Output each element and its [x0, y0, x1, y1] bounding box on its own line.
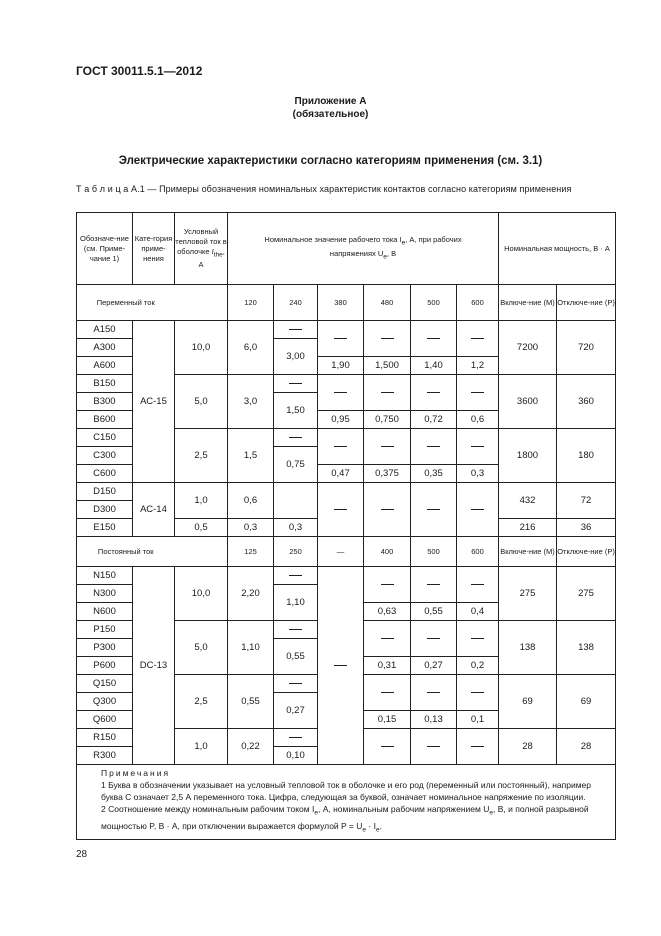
designation-cell: R150 — [77, 729, 133, 747]
power-off-cell: 720 — [557, 321, 616, 375]
dash-cell — [457, 321, 499, 357]
designation-cell: N300 — [77, 585, 133, 603]
ac-voltage: 500 — [411, 285, 457, 321]
current-cell: 1,2 — [457, 357, 499, 375]
designation-cell: B600 — [77, 411, 133, 429]
thermal-current-cell: 0,5 — [175, 519, 228, 537]
current-cell: 2,20 — [228, 567, 274, 621]
designation-cell: C600 — [77, 465, 133, 483]
current-cell: 0,55 — [228, 675, 274, 729]
dash-cell — [411, 567, 457, 603]
current-cell: 1,10 — [274, 585, 318, 621]
dash-cell — [457, 567, 499, 603]
designation-cell: A150 — [77, 321, 133, 339]
table-notes — [77, 765, 616, 840]
dash-cell — [457, 429, 499, 465]
dash-cell — [457, 375, 499, 411]
power-on-cell: 3600 — [499, 375, 557, 429]
power-off-cell: 360 — [557, 375, 616, 429]
dash-cell — [364, 375, 411, 411]
col-category-header: Кате-гория приме-нения — [133, 213, 175, 285]
dc-voltage: 400 — [364, 537, 411, 567]
current-cell: 0,4 — [457, 603, 499, 621]
appendix-title: Приложение А — [294, 96, 367, 107]
current-cell: 0,27 — [274, 693, 318, 729]
dash-cell — [318, 429, 364, 465]
dash-cell — [457, 621, 499, 657]
dash-cell — [364, 729, 411, 765]
dash-cell — [411, 729, 457, 765]
current-cell: 1,40 — [411, 357, 457, 375]
current-cell: 1,500 — [364, 357, 411, 375]
dc-voltage: 500 — [411, 537, 457, 567]
dash-cell — [457, 675, 499, 711]
section-title: Электрические характеристики согласно категориям применения (см. 3.1) — [118, 155, 543, 167]
current-cell: 0,3 — [457, 465, 499, 483]
designation-cell: A600 — [77, 357, 133, 375]
thermal-current-cell: 5,0 — [175, 621, 228, 675]
col-thermal-header: Условный тепловой ток в оболочке $I_{the}$, А — [175, 213, 228, 285]
empty-cell — [274, 483, 318, 519]
note-1: 1 Буква в обозначении указывает на условный тепловой ток в оболочке и его род (переменный или постоянный), например буква С означает 2,5 А переменного тока. Цифра, следующая за буквой, означает номинальное напряжение по изоляции. — [101, 780, 591, 802]
page-number: 28 — [76, 849, 88, 860]
dash-cell — [274, 567, 318, 585]
dash-cell — [411, 675, 457, 711]
power-on-cell: 1800 — [499, 429, 557, 483]
current-cell: 0,47 — [318, 465, 364, 483]
thermal-current-cell: 5,0 — [175, 375, 228, 429]
current-cell: 1,10 — [228, 621, 274, 675]
thermal-current-cell: 1,0 — [175, 729, 228, 765]
dash-cell — [318, 321, 364, 357]
current-cell: 0,63 — [364, 603, 411, 621]
current-cell: 1,5 — [228, 429, 274, 483]
power-on-cell: 432 — [499, 483, 557, 519]
current-cell: 0,75 — [274, 447, 318, 483]
dash-cell — [274, 675, 318, 693]
off-label: Отключе-ние (Р) — [557, 285, 616, 321]
category-cell: АС-14 — [133, 483, 175, 537]
note-2: 2 Соотношение между номинальным рабочим током $I_e$, А, номинальным рабочим напряжением $U_e$, В, и полной разрывной мощностью P, В · А, при отключении выражается формулой $P = U_e \cdot I_e$. — [101, 804, 589, 834]
ac-current-label: Переменный ток — [77, 285, 175, 321]
designation-cell: D150 — [77, 483, 133, 501]
dash-cell — [364, 621, 411, 657]
dc-voltage: 250 — [274, 537, 318, 567]
current-cell: 0,55 — [411, 603, 457, 621]
current-cell: 0,31 — [364, 657, 411, 675]
designation-cell: Q600 — [77, 711, 133, 729]
col-designation-header: Обозначе-ние (см. Приме-чание 1) — [77, 213, 133, 285]
designation-cell: C150 — [77, 429, 133, 447]
category-cell: АС-15 — [133, 321, 175, 483]
power-off-cell: 72 — [557, 483, 616, 519]
on-label: Включе-ние (М) — [499, 285, 557, 321]
designation-cell: Q300 — [77, 693, 133, 711]
thermal-current-cell: 10,0 — [175, 321, 228, 375]
off-label: Отключе-ние (Р) — [557, 537, 616, 567]
dash-cell — [318, 375, 364, 411]
power-off-cell: 275 — [557, 567, 616, 621]
ac-voltage: 240 — [274, 285, 318, 321]
current-cell: 0,6 — [228, 483, 274, 519]
dash-cell — [364, 429, 411, 465]
appendix-heading — [0, 95, 661, 121]
ac-voltage: 380 — [318, 285, 364, 321]
current-cell: 0,10 — [274, 747, 318, 765]
current-cell: 0,2 — [457, 657, 499, 675]
dc-voltage: 125 — [228, 537, 274, 567]
current-cell: 0,55 — [274, 639, 318, 675]
col-rated-current-header: Номинальное значение рабочего тока $I_e$, А, при рабочих напряжениях $U_e$, В — [228, 213, 499, 285]
characteristics-table — [76, 212, 616, 840]
on-label: Включе-ние (М) — [499, 537, 557, 567]
current-cell: 0,13 — [411, 711, 457, 729]
designation-cell: P300 — [77, 639, 133, 657]
thermal-current-cell: 2,5 — [175, 429, 228, 483]
dash-cell — [411, 375, 457, 411]
current-cell: 0,1 — [457, 711, 499, 729]
dash-cell — [274, 621, 318, 639]
dash-cell — [457, 729, 499, 765]
ac-voltage: 480 — [364, 285, 411, 321]
dash-cell — [274, 729, 318, 747]
thermal-current-cell: 2,5 — [175, 675, 228, 729]
designation-cell: B300 — [77, 393, 133, 411]
designation-cell: Q150 — [77, 675, 133, 693]
power-off-cell: 28 — [557, 729, 616, 765]
designation-cell: A300 — [77, 339, 133, 357]
table-caption: Т а б л и ц а А.1 — Примеры обозначения номинальных характеристик контактов согласно категориям применения — [76, 184, 572, 194]
power-on-cell: 216 — [499, 519, 557, 537]
designation-cell: P150 — [77, 621, 133, 639]
dash-cell — [274, 375, 318, 393]
ac-voltage: 120 — [228, 285, 274, 321]
dash-cell — [318, 567, 364, 765]
dash-cell — [364, 675, 411, 711]
current-cell: 0,6 — [457, 411, 499, 429]
designation-cell: R300 — [77, 747, 133, 765]
category-cell: DC-13 — [133, 567, 175, 765]
dash-cell — [274, 429, 318, 447]
notes-heading: Примечания — [101, 768, 171, 778]
thermal-current-cell: 1,0 — [175, 483, 228, 519]
power-off-cell: 180 — [557, 429, 616, 483]
current-cell: 0,375 — [364, 465, 411, 483]
power-on-cell: 7200 — [499, 321, 557, 375]
current-cell: 0,3 — [274, 519, 318, 537]
current-cell: 3,00 — [274, 339, 318, 375]
dash-cell — [411, 321, 457, 357]
designation-cell: B150 — [77, 375, 133, 393]
power-on-cell: 69 — [499, 675, 557, 729]
current-cell: 0,27 — [411, 657, 457, 675]
dc-voltage: 600 — [457, 537, 499, 567]
dash-cell — [318, 483, 364, 537]
dash-cell — [457, 483, 499, 537]
current-cell: 0,72 — [411, 411, 457, 429]
current-cell: 0,3 — [228, 519, 274, 537]
dash-cell — [274, 321, 318, 339]
current-cell: 6,0 — [228, 321, 274, 375]
current-cell: 3,0 — [228, 375, 274, 429]
dash-cell — [411, 429, 457, 465]
standard-number: ГОСТ 30011.5.1—2012 — [76, 64, 203, 78]
dash-cell — [364, 483, 411, 537]
current-cell: 0,22 — [228, 729, 274, 765]
dash-cell — [411, 621, 457, 657]
power-on-cell: 275 — [499, 567, 557, 621]
designation-cell: N600 — [77, 603, 133, 621]
designation-cell: P600 — [77, 657, 133, 675]
power-on-cell: 138 — [499, 621, 557, 675]
current-cell: 0,95 — [318, 411, 364, 429]
designation-cell: C300 — [77, 447, 133, 465]
designation-cell: D300 — [77, 501, 133, 519]
current-cell: 0,15 — [364, 711, 411, 729]
power-off-cell: 36 — [557, 519, 616, 537]
power-on-cell: 28 — [499, 729, 557, 765]
dc-voltage: — — [318, 537, 364, 567]
power-off-cell: 138 — [557, 621, 616, 675]
thermal-current-cell: 10,0 — [175, 567, 228, 621]
appendix-status: (обязательное) — [292, 109, 369, 120]
dash-cell — [364, 567, 411, 603]
designation-cell: N150 — [77, 567, 133, 585]
current-cell: 0,35 — [411, 465, 457, 483]
dc-current-label: Постоянный ток — [77, 537, 175, 567]
col-power-header: Номинальная мощность, В · А — [499, 213, 616, 285]
current-cell: 1,90 — [318, 357, 364, 375]
current-cell: 1,50 — [274, 393, 318, 429]
current-cell: 0,750 — [364, 411, 411, 429]
ac-voltage: 600 — [457, 285, 499, 321]
designation-cell: E150 — [77, 519, 133, 537]
power-off-cell: 69 — [557, 675, 616, 729]
dash-cell — [364, 321, 411, 357]
dash-cell — [411, 483, 457, 537]
